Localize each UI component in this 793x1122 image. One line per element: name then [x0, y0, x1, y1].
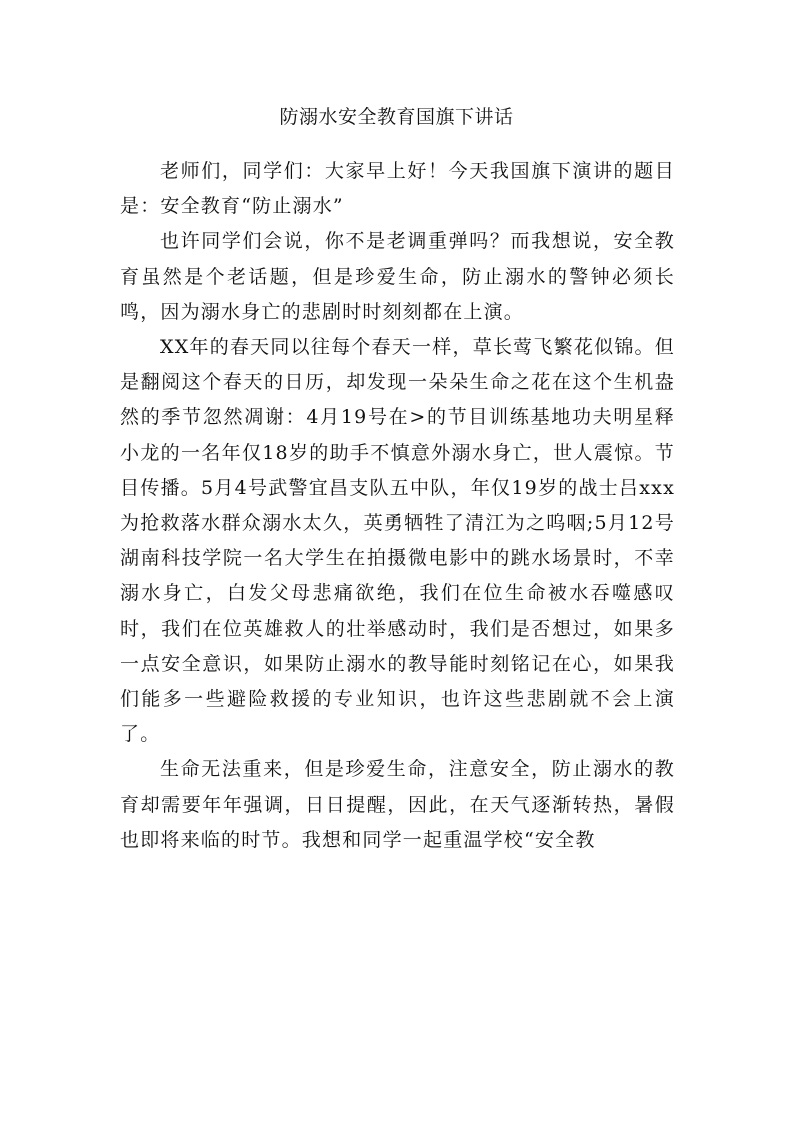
page-title: 防溺水安全教育国旗下讲话: [279, 106, 514, 128]
watermark-strip: [120, 1004, 370, 1020]
speech-body: [120, 154, 675, 858]
paragraph-intro: 也许同学们会说，你不是老调重弹吗？而我想说，安全教育虽然是个老话题，但是珍爱生命，防止溺水的警钟必须长鸣，因为溺水身亡的悲剧时时刻刻都在上演。: [120, 230, 675, 323]
paragraph-conclusion: 生命无法重来，但是珍爱生命，注意安全，防止溺水的教育却需要年年强调，日日提醒，因此，在天气逐渐转热，暑假也即将来临的时节。我想和同学一起重温学校“安全教: [120, 758, 675, 851]
paragraph-greeting: 老师们，同学们：大家早上好！今天我国旗下演讲的题目是：安全教育“防止溺水”: [120, 160, 675, 218]
paragraph-incidents: XX年的春天同以往每个春天一样，草长莺飞繁花似锦。但是翻阅这个春天的日历，却发现一朵朵生命之花在这个生机盎然的季节忽然凋谢：4月19号在>的节目训练基地功夫明星释小龙的一名年仅18岁的助手不慎意外溺水身亡，世人震惊。节目传播。5月4号武警宜昌支队五中队，年仅19岁的战士吕xxx为抢救落水群众溺水太久，英勇牺牲了清江为之呜咽;5月12号湖南科技学院一名大学生在拍摄微电影中的跳水场景时，不幸溺水身亡，白发父母悲痛欲绝，我们在位生命被水吞噬感叹时，我们在位英雄救人的壮举感动时，我们是否想过，如果多一点安全意识，如果防止溺水的教导能时刻铭记在心，如果我们能多一些避险救援的专业知识，也许这些悲剧就不会上演了。: [120, 336, 675, 746]
